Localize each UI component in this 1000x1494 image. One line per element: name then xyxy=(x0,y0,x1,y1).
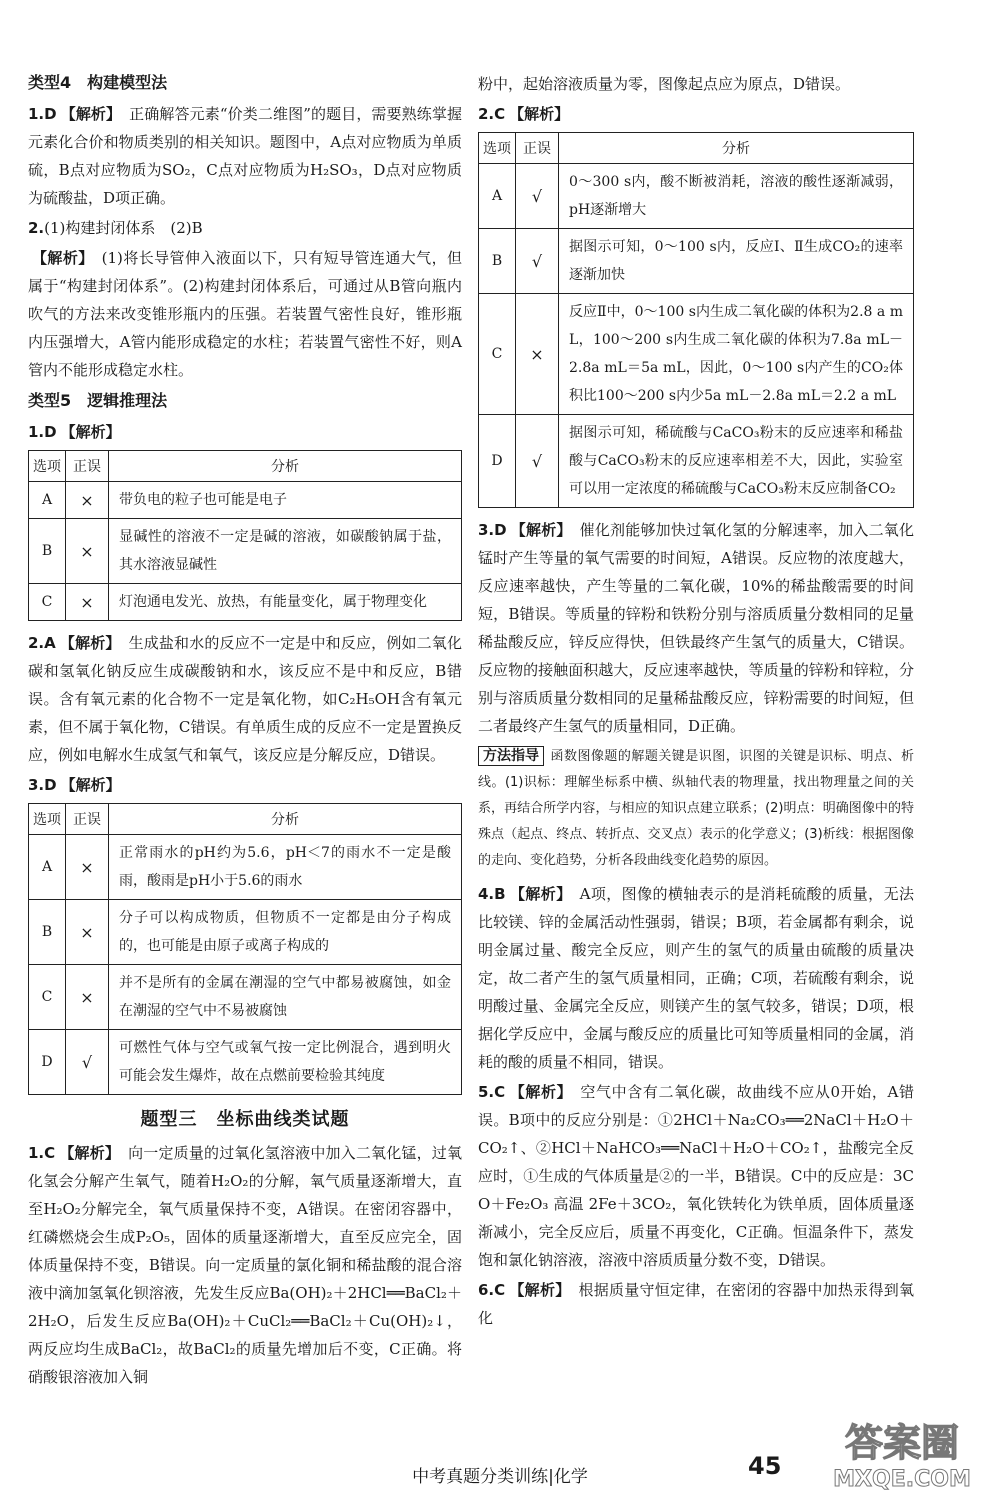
analysis-table-1 xyxy=(28,450,462,621)
answer-4c: 4.B 【解析】 A项，图像的横轴表示的是消耗硫酸的质量，无法比较镁、锌的金属活动性强弱，错误；B项，若金属都有剩余，说明金属过量、酸完全反应，则产生的氢气的质量由硫酸的质量决定，故二者产生的氢气质量相同，正确；C项，若硫酸有剩余，说明酸过量、金属完全反应，则镁产生的氢气较多，错误；D项，根据化学反应中，金属与酸反应的质量比可知等质量相同的金属，消耗的酸的质量不相同，错误。 xyxy=(478,885,914,1071)
answer-2c: 2.C 【解析】 xyxy=(478,105,570,123)
answer-1c: 1.C 【解析】 向一定质量的过氧化氢溶液中加入二氧化锰，过氧化氢会分解产生氧气，随着H₂O₂的分解，氧气质量逐渐增大，直至H₂O₂分解完全，氧气质量保持不变，A错误。在密闭容器中，红磷燃烧会生成P₂O₅，固体的质量逐渐增大，直至反应完全，固体质量保持不变，B错误。向一定质量的氯化铜和稀盐酸的混合溶液中滴加氢氧化钡溶液，先发生反应Ba(OH)₂＋2HCl══BaCl₂＋2H₂O，后发生反应Ba(OH)₂＋CuCl₂══BaCl₂＋Cu(OH)₂↓，两反应均生成BaCl₂，故BaCl₂的质量先增加后不变，C正确。将硝酸银溶液加入铜 xyxy=(28,1144,462,1386)
table-row: B × 分子可以构成物质，但物质不一定都是由分子构成的，也可能是由原子或离子构成的 xyxy=(29,900,462,965)
watermark-url: MXQE.COM xyxy=(833,1467,971,1492)
type4-heading: 类型4 构建模型法 xyxy=(28,73,168,92)
table-row: C × 反应Ⅱ中，0～100 s内生成二氧化碳的体积为2.8 a mL，100～200 s内生成二氧化碳的体积为7.8a mL－2.8a mL＝5a mL，因此，0～100 s内产生的CO₂体积比100～200 s内少5a mL－2.8a mL＝2.2 a mL xyxy=(479,294,914,415)
table-row: D √ 可燃性气体与空气或氧气按一定比例混合，遇到明火可能会发生爆炸，故在点燃前要检验其纯度 xyxy=(29,1030,462,1095)
watermark-title: 答案圈 xyxy=(844,1421,960,1465)
header-judgment: 正误 xyxy=(66,451,109,482)
answer-1: 1.D 【解析】 正确解答元素“价类二维图”的题目，需要熟练掌握元素化合价和物质类别的相关知识。题图中，A点对应物质为单质硫，B点对应物质为SO₂，C点对应物质为H₂SO₃，D点对应物质为硫酸盐，D项正确。 xyxy=(28,105,462,207)
table-row: A × 正常雨水的pH约为5.6，pH＜7的雨水不一定是酸雨，酸雨是pH小于5.6的雨水 xyxy=(29,835,462,900)
table-row: D √ 据图示可知，稀硫酸与CaCO₃粉末的反应速率和稀盐酸与CaCO₃粉末的反应速率相差不大，因此，实验室可以用一定浓度的稀硫酸与CaCO₃粉末反应制备CO₂ xyxy=(479,415,914,508)
left-column xyxy=(28,66,462,1393)
table-row: C × 并不是所有的金属在潮湿的空气中都易被腐蚀，如金在潮湿的空气中不易被腐蚀 xyxy=(29,965,462,1030)
page-number: 45 xyxy=(748,1452,782,1480)
method-guide: 方法指导 函数图像题的解题关键是识图，识图的关键是识标、明点、析线。(1)识标：理解坐标系中横、纵轴代表的物理量，找出物理量之间的关系，再结合所学内容，与相应的知识点建立联系；(2)明点：明确图像中的特殊点（起点、终点、转折点、交叉点）表示的化学意义；(3)析线：根据图像的走向、变化趋势，分析各段曲线变化趋势的原因。 xyxy=(478,748,914,868)
table-row: B √ 据图示可知，0～100 s内，反应Ⅰ、Ⅱ生成CO₂的速率逐渐加快 xyxy=(479,229,914,294)
answer-1b: 1.D 【解析】 xyxy=(28,423,121,441)
type5-heading: 类型5 逻辑推理法 xyxy=(28,391,168,410)
page-footer: 中考真题分类训练|化学 xyxy=(412,1467,588,1487)
answer-2b: 2.A 【解析】 生成盐和水的反应不一定是中和反应，例如二氧化碳和氢氧化钠反应生成碳酸钠和水，该反应不是中和反应，B错误。含有氧元素的化合物不一定是氧化物，如C₂H₅OH含有氧元素，但不属于氧化物，C错误。有单质生成的反应不一定是置换反应，例如电解水生成氢气和氧气，该反应是分解反应，D错误。 xyxy=(28,634,462,764)
continued-text: 粉中，起始溶液质量为零，图像起点应为原点，D错误。 xyxy=(478,75,851,93)
watermark-logo xyxy=(818,1412,986,1492)
answer-6c: 6.C 【解析】 根据质量守恒定律，在密闭的容器中加热汞得到氧化 xyxy=(478,1281,914,1327)
answer-3c: 3.D 【解析】 催化剂能够加快过氧化氢的分解速率，加入二氧化锰时产生等量的氧气需要的时间短，A错误。反应物的浓度越大，反应速率越快，产生等量的二氧化碳，10%的稀盐酸需要的时间短，B错误。等质量的锌粉和铁粉分别与溶质质量分数相同的足量稀盐酸反应，锌反应得快，但铁最终产生氢气的质量大，C错误。反应物的接触面积越大，反应速率越快，等质量的锌粉和锌粒，分别与溶质质量分数相同的足量稀盐酸反应，锌粉需要的时间短，但二者最终产生氢气的质量相同，D正确。 xyxy=(478,521,914,735)
table-row: C × 灯泡通电发光、放热，有能量变化，属于物理变化 xyxy=(29,584,462,621)
analysis-table-3: 选项 正误 分析 A √ 0～300 s内，酸不断被消耗，溶液的酸性逐渐减弱，pH逐渐增大 B √ 据图示可知，0～100 s内，反应Ⅰ、Ⅱ生成CO₂的速率逐渐加快 C × 反应Ⅱ中，0～100 s内生成二氧化碳的体积为2.8 a mL，100～200 s内生成二氧化碳的体积为7.8a mL－2.8a mL＝5a mL，因此，0～100 s内产生的CO₂体积比100～200 s内少5a mL－2.8a mL＝2.2 a mL D √ 据图示可知，稀硫酸与CaCO₃粉末的反应速率和稀盐酸与CaCO₃粉末的反应速率相差不大，因此，实验室可以用一定浓度的稀硫酸与CaCO₃粉末反应制备CO₂ xyxy=(478,132,914,508)
header-analysis: 分析 xyxy=(109,451,462,482)
analysis-table-2: 选项 正误 分析 A × 正常雨水的pH约为5.6，pH＜7的雨水不一定是酸雨，酸雨是pH小于5.6的雨水 B × 分子可以构成物质，但物质不一定都是由分子构成的，也可能是由原子或离子构成的 C × 并不是所有的金属在潮湿的空气中都易被腐蚀，如金在潮湿的空气中不易被腐蚀 D √ 可燃性气体与空气或氧气按一定比例混合，遇到明火可能会发生爆炸，故在点燃前要检验其纯度 xyxy=(28,803,462,1095)
answer-2-body: 【解析】 (1)将长导管伸入液面以下，只有短导管连通大气，但属于“构建封闭体系”。(2)构建封闭体系后，可通过从B管向瓶内吹气的方法来改变锥形瓶内的压强。若装置气密性良好，锥形瓶内压强增大，A管内能形成稳定的水柱；若装置气密性不好，则A管内不能形成稳定水柱。 xyxy=(28,249,462,379)
table-row: B × 显碱性的溶液不一定是碱的溶液，如碳酸钠属于盐，其水溶液显碱性 xyxy=(29,519,462,584)
header-option: 选项 xyxy=(29,451,66,482)
method-badge: 方法指导 xyxy=(478,746,544,766)
answer-2-head: 2.(1)构建封闭体系 (2)B xyxy=(28,219,203,237)
right-column xyxy=(478,70,914,1334)
table-row: A × 带负电的粒子也可能是电子 xyxy=(29,482,462,519)
section-title: 题型三 坐标曲线类试题 xyxy=(140,1109,350,1130)
answer-5c: 5.C 【解析】 空气中含有二氧化碳，故曲线不应从0开始，A错误。B项中的反应分别是：①2HCl＋Na₂CO₃══2NaCl＋H₂O＋CO₂↑、②HCl＋NaHCO₃══NaCl＋H₂O＋CO₂↑，盐酸完全反应时，①生成的气体质量是②的一半，B错误。C中的反应是：3CO＋Fe₂O₃ 高温 2Fe＋3CO₂，氧化铁转化为铁单质，固体质量逐渐减小，完全反应后，质量不再变化，C正确。恒温条件下，蒸发饱和氯化钠溶液，溶液中溶质质量分数不变，D错误。 xyxy=(478,1083,914,1269)
table-row: A √ 0～300 s内，酸不断被消耗，溶液的酸性逐渐减弱，pH逐渐增大 xyxy=(479,164,914,229)
answer-3b: 3.D 【解析】 xyxy=(28,776,121,794)
